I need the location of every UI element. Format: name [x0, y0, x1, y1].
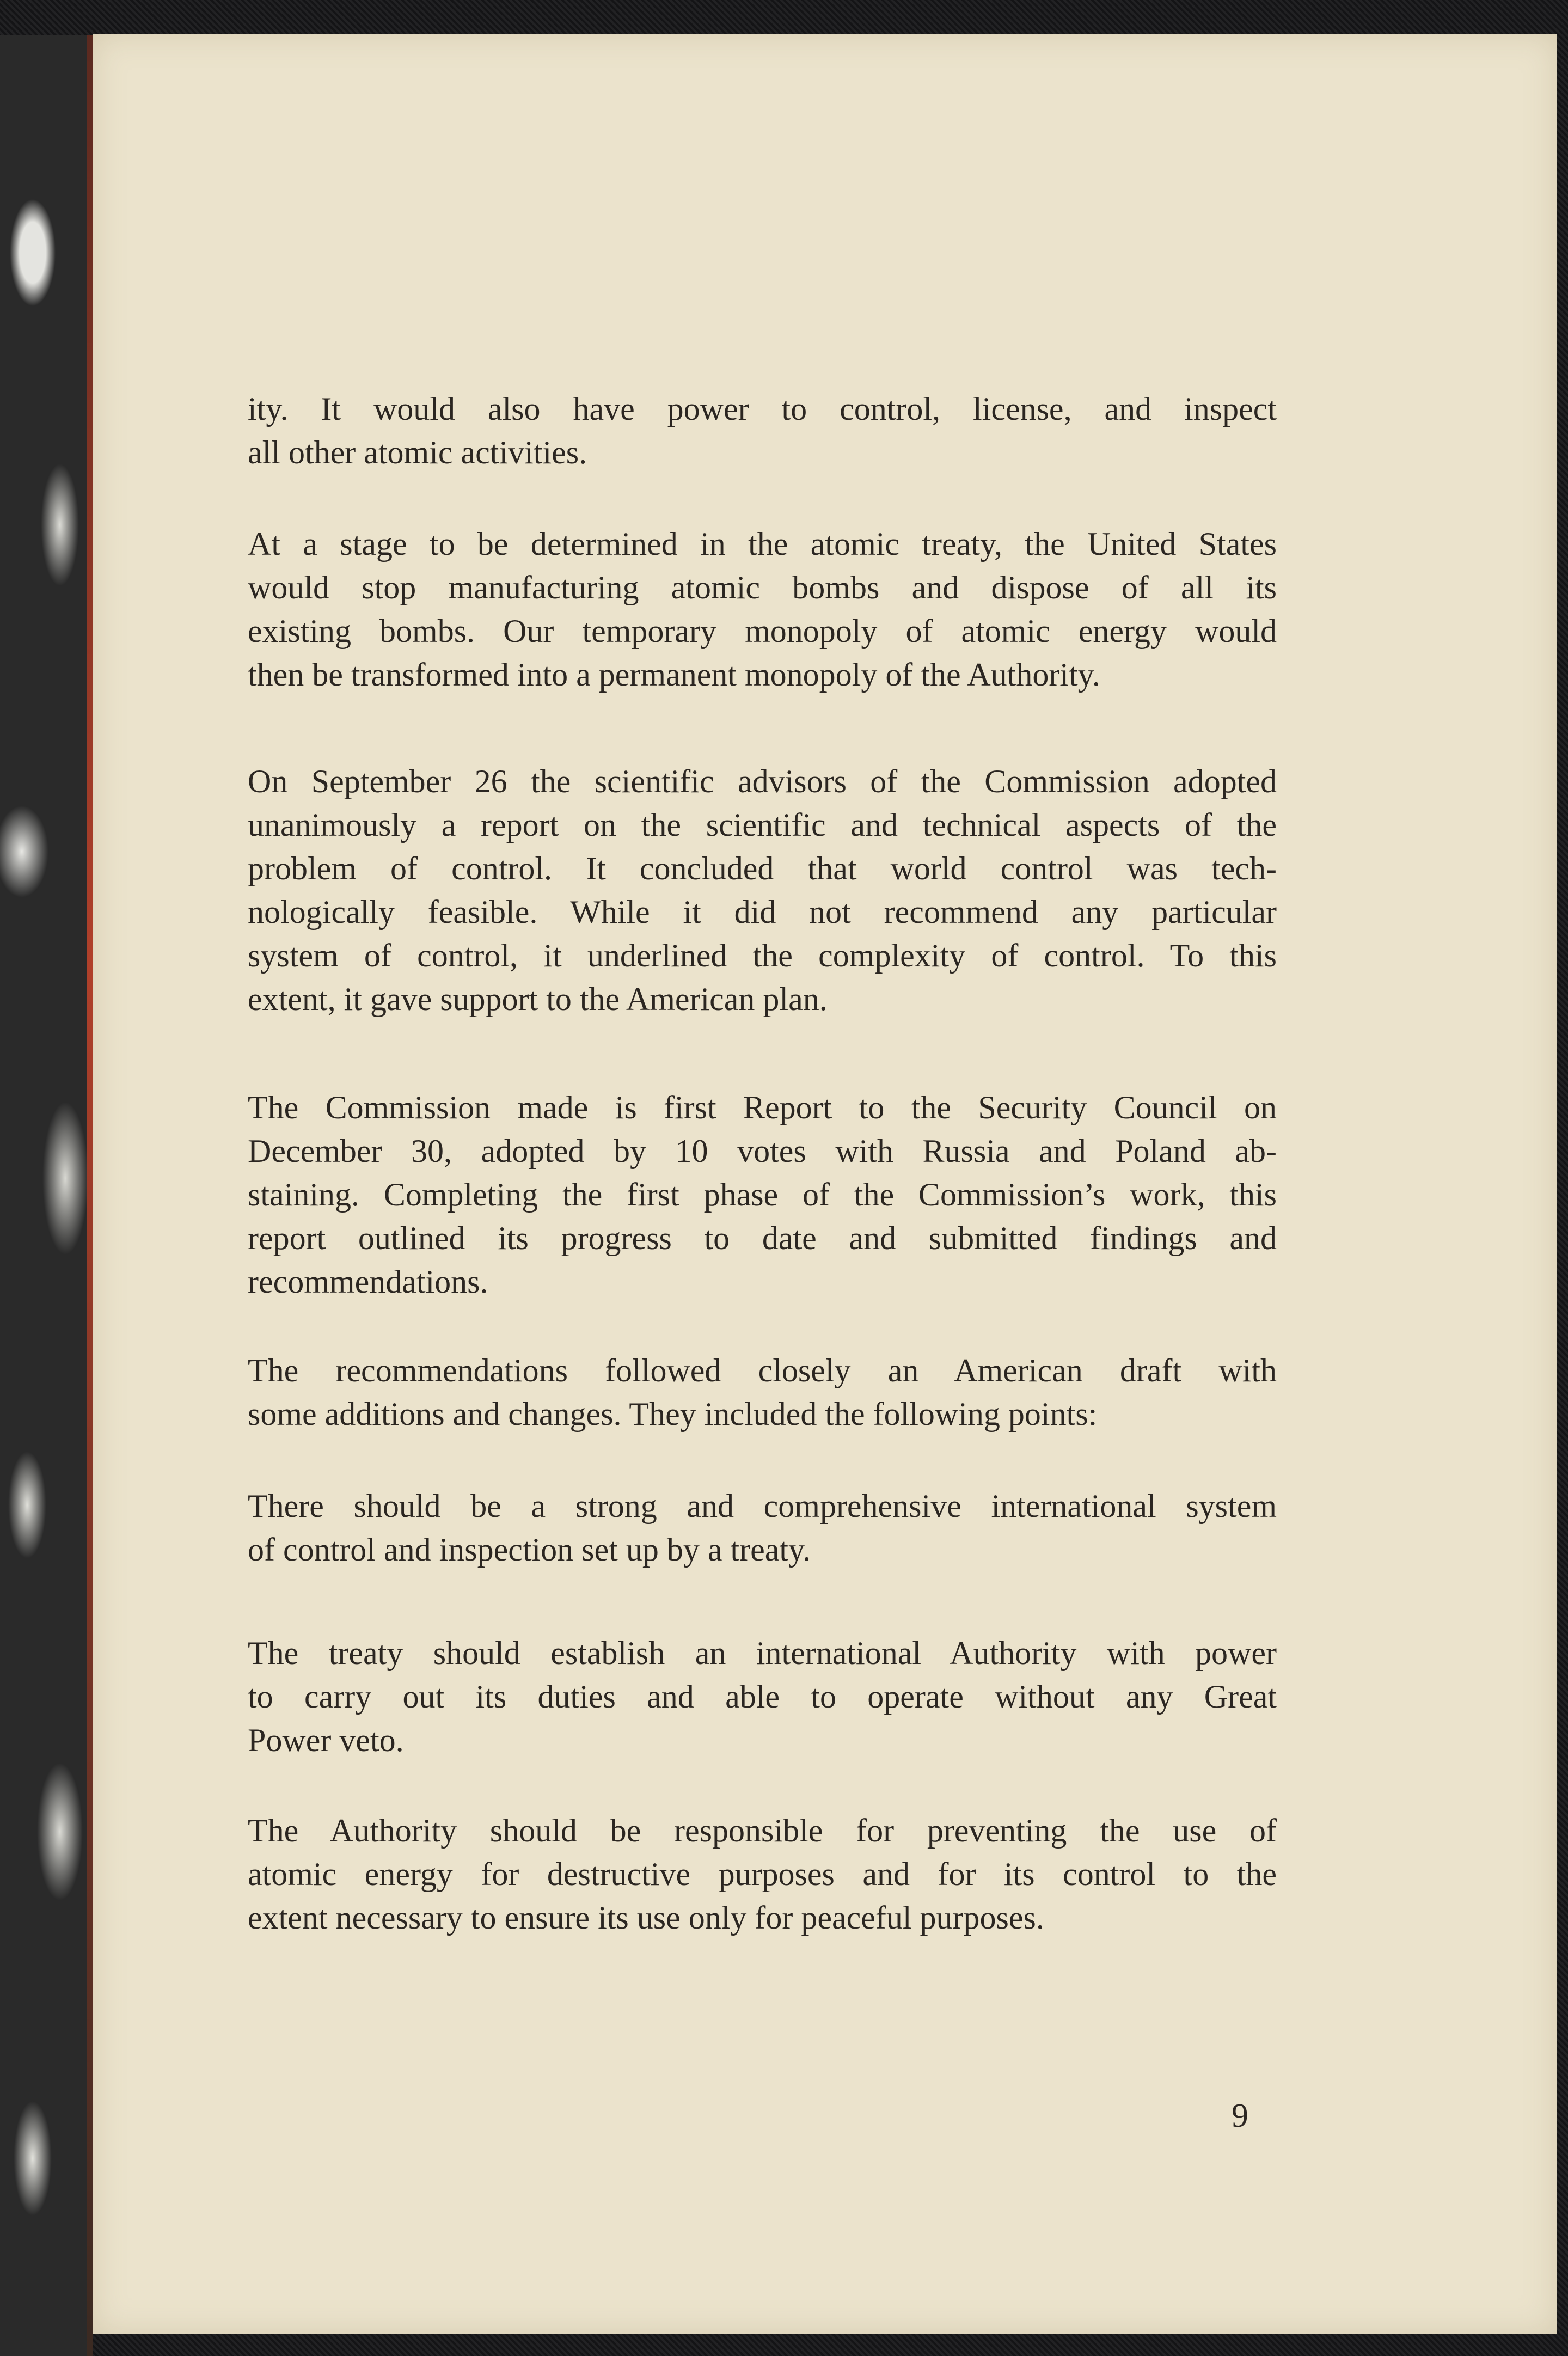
paragraph — [248, 760, 1277, 1021]
paragraph — [248, 1484, 1277, 1571]
text-line: December 30, adopted by 10 votes with Russia and Poland ab- — [248, 1133, 1277, 1169]
paragraph — [248, 1349, 1277, 1436]
text-line: unanimously a report on the scientific and technical aspects of the — [248, 807, 1277, 843]
paragraph — [248, 387, 1277, 474]
text-line: report outlined its progress to date and submitted findings and — [248, 1220, 1277, 1256]
text-line: staining. Completing the first phase of the Commission’s work, this — [248, 1177, 1277, 1213]
text-line: The Authority should be responsible for preventing the use of — [248, 1813, 1277, 1849]
paragraph — [248, 1086, 1277, 1304]
page-number: 9 — [1232, 2097, 1248, 2134]
text-line: extent necessary to ensure its use only for peaceful purposes. — [248, 1900, 1044, 1936]
text-line: atomic energy for destructive purposes and for its control to the — [248, 1856, 1277, 1892]
text-line: On September 26 the scientific advisors of the Commission adopted — [248, 763, 1277, 799]
text-line: nologically feasible. While it did not recommend any particular — [248, 894, 1277, 930]
text-line: ity. It would also have power to control, license, and inspect — [248, 391, 1277, 427]
text-line: The treaty should establish an international Authority with power — [248, 1635, 1277, 1671]
text-line: some additions and changes. They included the following points: — [248, 1396, 1098, 1432]
text-line: all other atomic activities. — [248, 435, 587, 470]
text-line: then be transformed into a permanent monopoly of the Authority. — [248, 657, 1100, 693]
text-line: The Commission made is first Report to the Security Council on — [248, 1090, 1277, 1125]
text-line: There should be a strong and comprehensive international system — [248, 1488, 1277, 1524]
text-line: of control and inspection set up by a treaty. — [248, 1532, 811, 1568]
text-line: would stop manufacturing atomic bombs and dispose of all its — [248, 570, 1277, 605]
text-line: to carry out its duties and able to operate without any Great — [248, 1679, 1277, 1715]
text-line: The recommendations followed closely an American draft with — [248, 1353, 1277, 1388]
text-line: Power veto. — [248, 1722, 404, 1758]
facing-page-photo-strip — [0, 35, 91, 2356]
paragraph — [248, 1809, 1277, 1939]
text-line: problem of control. It concluded that world control was tech- — [248, 850, 1277, 886]
text-line: recommendations. — [248, 1264, 488, 1300]
paragraph — [248, 1631, 1277, 1762]
page-edge — [87, 35, 93, 2356]
text-line: existing bombs. Our temporary monopoly of atomic energy would — [248, 613, 1277, 649]
text-line: system of control, it underlined the complexity of control. To this — [248, 938, 1277, 974]
paragraph — [248, 522, 1277, 696]
text-line: At a stage to be determined in the atomic treaty, the United States — [248, 526, 1277, 562]
text-line: extent, it gave support to the American plan. — [248, 981, 828, 1017]
